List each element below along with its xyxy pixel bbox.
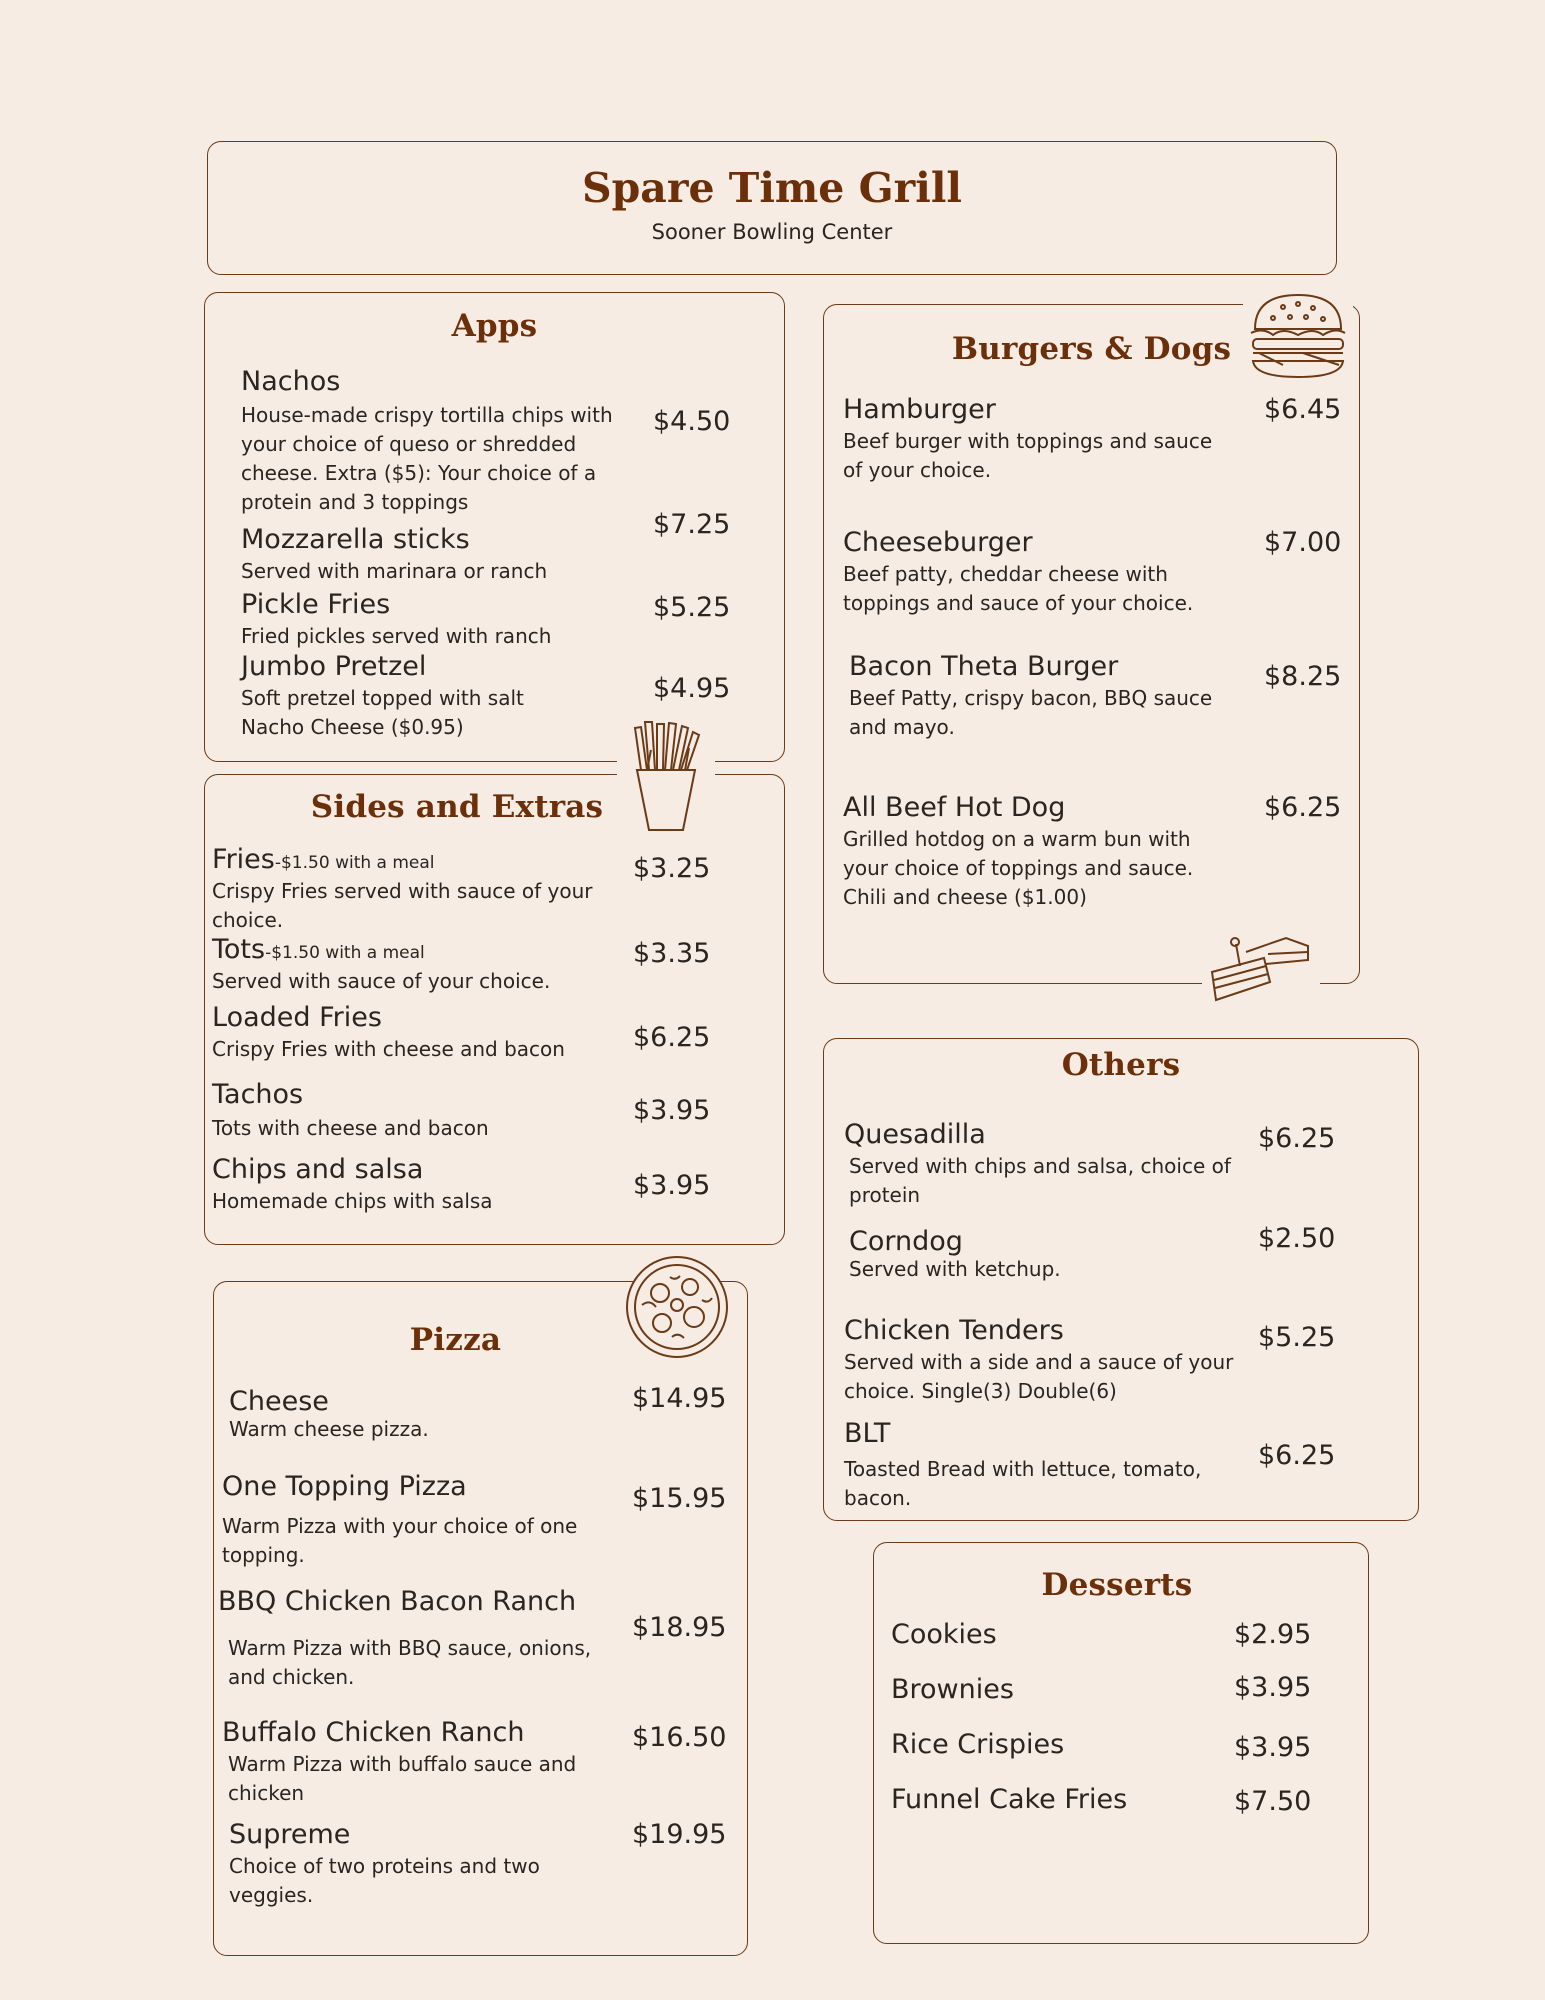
item-name: BBQ Chicken Bacon Ranch: [218, 1586, 577, 1617]
item-price: $6.25: [1264, 792, 1342, 823]
item-description: Served with ketchup.: [849, 1257, 1061, 1281]
item-note: -$1.50 with a meal: [265, 943, 425, 963]
menu-item: [843, 526, 1223, 618]
item-price: $7.25: [653, 509, 731, 540]
menu-item: [212, 1078, 612, 1143]
item-description: Served with a side and a sauce of your choice. Single(3) Double(6): [844, 1350, 1234, 1403]
item-price: $3.95: [1234, 1672, 1312, 1703]
apps-section: [204, 292, 785, 762]
menu-item: [844, 1118, 1244, 1210]
item-name: Cheeseburger: [843, 527, 1033, 558]
menu-item: [212, 1153, 612, 1216]
item-description: Warm Pizza with buffalo sauce and chicken: [228, 1752, 577, 1805]
menu-item: [212, 1001, 612, 1064]
item-description: Served with chips and salsa, choice of protein: [849, 1154, 1231, 1207]
item-description: Nacho Cheese ($0.95): [241, 715, 464, 739]
item-name: Buffalo Chicken Ranch: [222, 1717, 525, 1748]
item-description: Beef burger with toppings and sauce of your choice.: [843, 429, 1213, 482]
header-box: [207, 141, 1337, 275]
item-description: Toasted Bread with lettuce, tomato, bacon.: [844, 1457, 1202, 1510]
fries-icon: [617, 720, 715, 832]
pizza-icon: [622, 1255, 732, 1360]
item-name: One Topping Pizza: [222, 1471, 467, 1502]
menu-item: [229, 1818, 609, 1910]
burger-icon: [1243, 291, 1353, 379]
menu-item: [212, 933, 612, 996]
item-name: Brownies: [891, 1674, 1014, 1705]
apps-title: Apps: [451, 308, 538, 344]
item-price: $2.95: [1234, 1619, 1312, 1650]
menu-item: [843, 791, 1223, 912]
item-name: Supreme: [229, 1819, 351, 1850]
item-price: $7.50: [1234, 1786, 1312, 1817]
item-name: Mozzarella sticks: [241, 524, 470, 555]
item-name: Pickle Fries: [241, 589, 391, 620]
item-price: $6.45: [1264, 394, 1342, 425]
item-price: $3.95: [1234, 1732, 1312, 1763]
restaurant-title: Spare Time Grill: [582, 164, 962, 212]
item-description: Soft pretzel topped with salt: [241, 686, 524, 710]
item-price: $4.50: [653, 406, 731, 437]
item-price: $2.50: [1258, 1223, 1336, 1254]
item-description: Crispy Fries served with sauce of your choice.: [212, 879, 593, 932]
item-description: Warm cheese pizza.: [229, 1417, 429, 1441]
menu-item: [229, 1385, 609, 1444]
item-price: $19.95: [632, 1819, 727, 1850]
menu-item: [844, 1417, 1244, 1513]
menu-item: [241, 650, 641, 742]
item-description: Served with sauce of your choice.: [212, 969, 551, 993]
item-price: $16.50: [632, 1722, 727, 1753]
menu-item: [843, 393, 1223, 485]
burgers-section: [823, 304, 1360, 984]
item-name: Tachos: [212, 1079, 304, 1110]
item-description: House-made crispy tortilla chips with your choice of queso or shredded cheese. Extra ($5): Your choice of a protein and 3 toppings: [241, 403, 613, 514]
item-name: Chicken Tenders: [844, 1315, 1064, 1346]
item-price: $3.35: [633, 938, 711, 969]
item-name: Chips and salsa: [212, 1154, 424, 1185]
item-name: Funnel Cake Fries: [891, 1784, 1128, 1815]
desserts-section: [873, 1542, 1369, 1944]
menu-item: [222, 1716, 612, 1808]
item-description: Warm Pizza with your choice of one topping.: [222, 1514, 578, 1567]
item-name: All Beef Hot Dog: [843, 792, 1066, 823]
item-description: Served with marinara or ranch: [241, 559, 548, 583]
item-price: $14.95: [632, 1383, 727, 1414]
item-price: $6.25: [1258, 1123, 1336, 1154]
item-price: $3.95: [633, 1170, 711, 1201]
item-price: $5.25: [653, 592, 731, 623]
menu-item: [844, 1314, 1244, 1406]
item-price: $8.25: [1264, 661, 1342, 692]
item-price: $6.25: [633, 1022, 711, 1053]
menu-item: [241, 365, 631, 517]
sides-section: [204, 774, 785, 1245]
item-description: Beef patty, cheddar cheese with toppings and sauce of your choice.: [843, 562, 1194, 615]
item-price: $4.95: [653, 673, 731, 704]
item-name: Cookies: [891, 1619, 997, 1650]
item-price: $3.25: [633, 853, 711, 884]
item-price: $18.95: [632, 1612, 727, 1643]
item-description: Fried pickles served with ranch: [241, 624, 552, 648]
others-title: Others: [1061, 1047, 1181, 1083]
item-description: Beef Patty, crispy bacon, BBQ sauce and mayo.: [849, 686, 1213, 739]
item-price: $7.00: [1264, 527, 1342, 558]
menu-item: [218, 1585, 608, 1692]
item-price: $5.25: [1258, 1322, 1336, 1353]
item-price: $3.95: [633, 1095, 711, 1126]
item-description: Choice of two proteins and two veggies.: [229, 1854, 540, 1907]
pizza-section: [213, 1281, 748, 1956]
item-name: Rice Crispies: [891, 1729, 1065, 1760]
item-price: $6.25: [1258, 1440, 1336, 1471]
item-name: Jumbo Pretzel: [241, 651, 427, 682]
pizza-title: Pizza: [409, 1322, 502, 1358]
item-description: Tots with cheese and bacon: [212, 1116, 489, 1140]
others-section: [823, 1038, 1419, 1521]
desserts-title: Desserts: [1041, 1567, 1193, 1603]
burgers-title: Burgers & Dogs: [951, 331, 1232, 367]
sandwich-icon: [1202, 932, 1320, 1008]
item-name: Loaded Fries: [212, 1002, 382, 1033]
menu-item: [222, 1470, 602, 1570]
item-description: Grilled hotdog on a warm bun with your choice of toppings and sauce. Chili and cheese ($1.00): [843, 827, 1194, 909]
item-name: Cheese: [229, 1386, 329, 1417]
sides-title: Sides and Extras: [310, 789, 604, 825]
item-note: -$1.50 with a meal: [274, 853, 435, 873]
menu-item: [849, 1225, 1249, 1284]
item-name: Nachos: [241, 366, 341, 397]
item-name: Bacon Theta Burger: [849, 651, 1119, 682]
item-name: Tots: [212, 934, 266, 965]
restaurant-subtitle: Sooner Bowling Center: [651, 220, 893, 244]
menu-item: [849, 650, 1229, 742]
menu-item: [241, 588, 641, 651]
item-description: Warm Pizza with BBQ sauce, onions, and chicken.: [228, 1636, 592, 1689]
item-description: Crispy Fries with cheese and bacon: [212, 1037, 565, 1061]
item-name: Hamburger: [843, 394, 996, 425]
menu-item: [241, 523, 641, 586]
item-name: Fries: [212, 844, 275, 875]
item-price: $15.95: [632, 1483, 727, 1514]
menu-item: [212, 843, 612, 935]
item-name: BLT: [844, 1418, 891, 1449]
item-description: Homemade chips with salsa: [212, 1189, 493, 1213]
item-name: Corndog: [849, 1226, 963, 1257]
item-name: Quesadilla: [844, 1119, 986, 1150]
